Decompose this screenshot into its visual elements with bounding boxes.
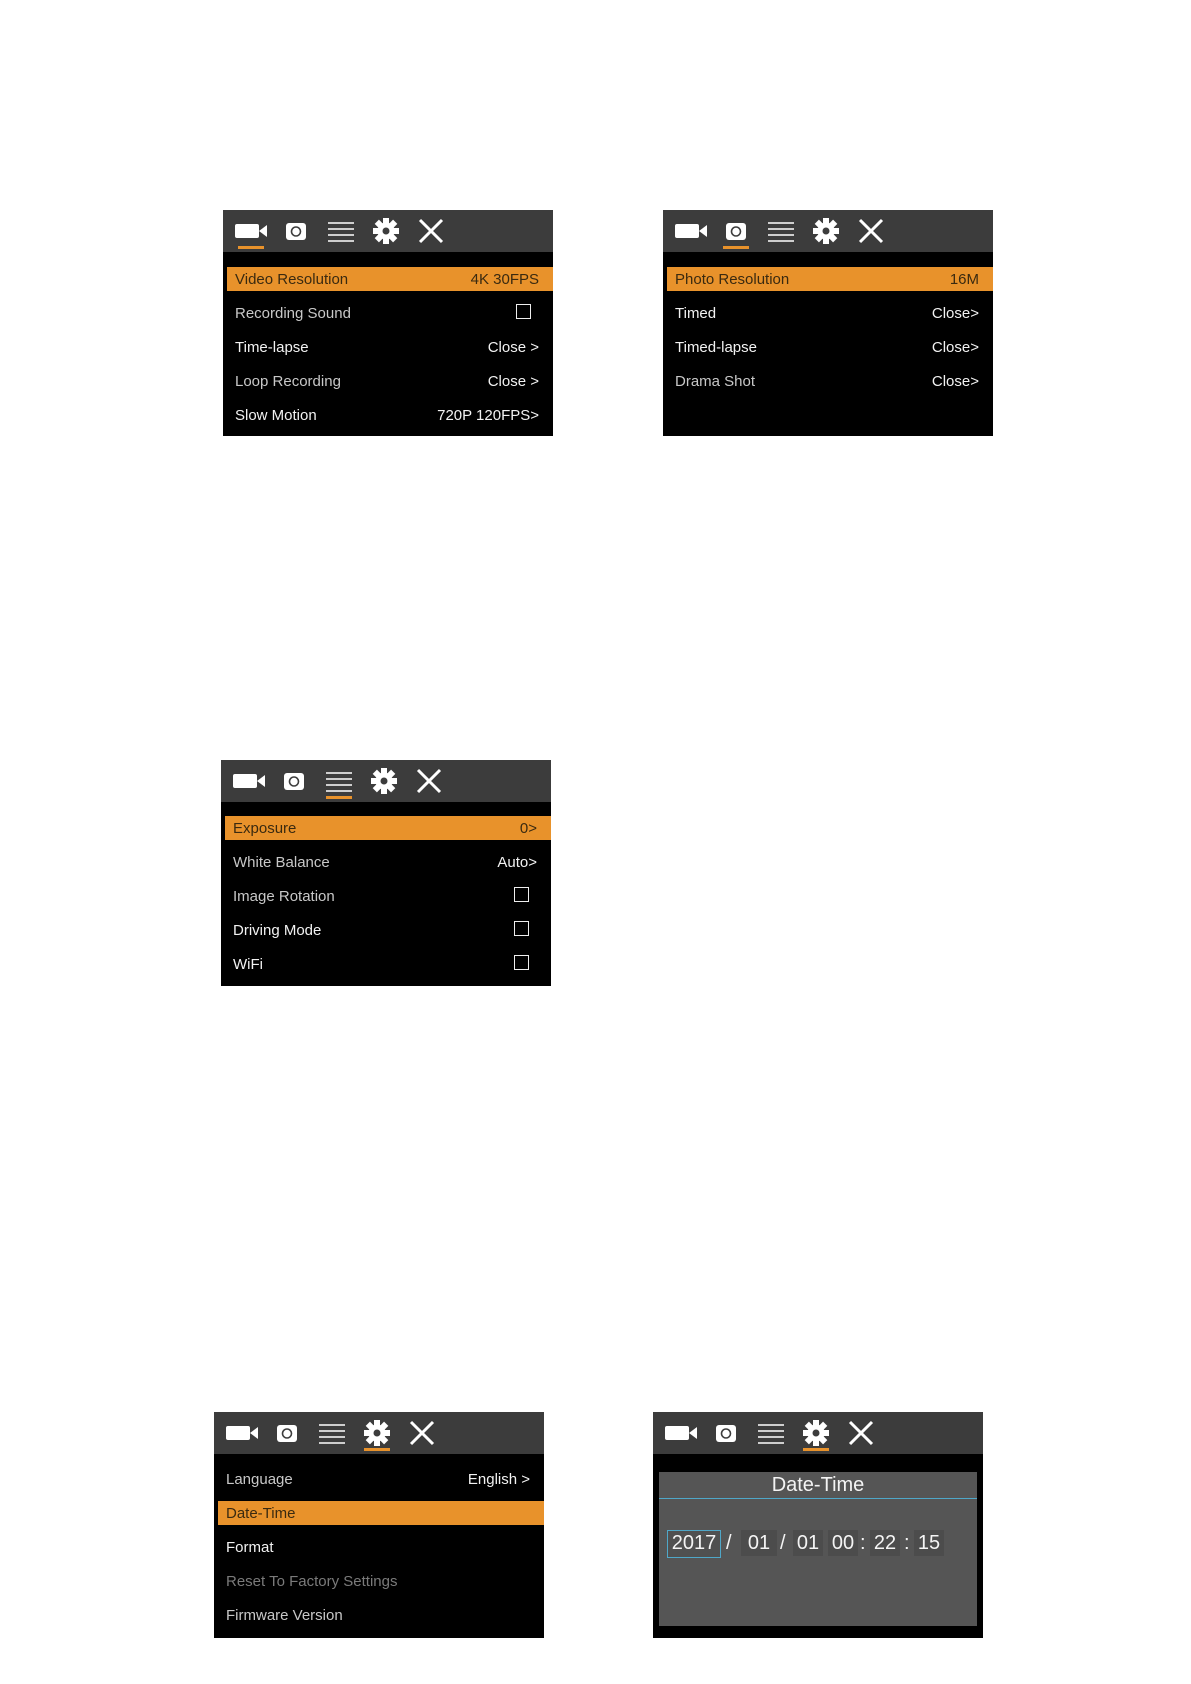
year-field[interactable]: 2017 — [667, 1530, 721, 1558]
top-bar — [663, 210, 993, 252]
title-divider — [659, 1498, 977, 1499]
photo-camera-icon — [283, 771, 305, 791]
menu-list-icon — [318, 1422, 346, 1444]
day-field[interactable]: 01 — [793, 1530, 823, 1556]
video-tab[interactable] — [661, 1412, 701, 1454]
exit-tab[interactable] — [851, 210, 891, 252]
menu-row-format[interactable] — [218, 1535, 544, 1559]
menu-row-slow-motion[interactable] — [227, 403, 553, 427]
menu-settings-screen — [221, 760, 551, 986]
photo-tab[interactable] — [267, 1412, 307, 1454]
row-label: Timed-lapse — [675, 339, 757, 356]
system-settings-screen — [214, 1412, 544, 1638]
video-tab[interactable] — [229, 760, 269, 802]
row-label: Recording Sound — [235, 305, 351, 322]
menu-list-icon — [325, 770, 353, 792]
checkbox[interactable] — [514, 887, 529, 902]
date-time-panel — [659, 1472, 977, 1626]
video-tab[interactable] — [671, 210, 711, 252]
photo-tab[interactable] — [716, 210, 756, 252]
row-label: Date-Time — [226, 1505, 296, 1522]
row-value: 16M — [949, 271, 979, 288]
photo-tab[interactable] — [276, 210, 316, 252]
menu-row-photo-resolution[interactable] — [667, 267, 993, 291]
photo-camera-icon — [276, 1423, 298, 1443]
row-label: WiFi — [233, 956, 263, 973]
menu-row-wifi[interactable] — [225, 952, 551, 976]
row-label: Loop Recording — [235, 373, 341, 390]
photo-tab[interactable] — [706, 1412, 746, 1454]
video-camera-icon — [234, 221, 268, 241]
menu-list-icon — [767, 220, 795, 242]
photo-settings-screen — [663, 210, 993, 436]
menu-tab[interactable] — [751, 1412, 791, 1454]
menu-row-image-rotation[interactable] — [225, 884, 551, 908]
row-label: Exposure — [233, 820, 297, 837]
exit-tab[interactable] — [402, 1412, 442, 1454]
video-tab[interactable] — [222, 1412, 262, 1454]
time-separator: : — [860, 1532, 866, 1554]
video-camera-icon — [664, 1423, 698, 1443]
gear-icon — [371, 768, 397, 794]
exit-tab[interactable] — [409, 760, 449, 802]
row-value: Auto> — [497, 854, 537, 871]
menu-row-firmware-version[interactable] — [218, 1603, 544, 1627]
date-time-title: Date-Time — [771, 1474, 865, 1496]
menu-tab[interactable] — [761, 210, 801, 252]
video-settings-screen — [223, 210, 553, 436]
row-value: Close> — [931, 339, 979, 356]
row-label: White Balance — [233, 854, 330, 871]
menu-row-recording-sound[interactable] — [227, 301, 553, 325]
second-field[interactable]: 15 — [914, 1530, 944, 1556]
row-value: 4K 30FPS — [470, 271, 539, 288]
setup-tab[interactable] — [806, 210, 846, 252]
photo-tab[interactable] — [274, 760, 314, 802]
menu-tab[interactable] — [312, 1412, 352, 1454]
month-field[interactable]: 01 — [741, 1530, 777, 1556]
video-tab[interactable] — [231, 210, 271, 252]
row-label: Photo Resolution — [675, 271, 790, 288]
menu-row-drama-shot[interactable] — [667, 369, 993, 393]
row-value: 720P 120FPS> — [437, 407, 539, 424]
menu-row-reset-factory[interactable] — [218, 1569, 544, 1593]
close-icon — [858, 218, 884, 244]
menu-row-exposure[interactable] — [225, 816, 551, 840]
row-label: Language — [226, 1471, 293, 1488]
menu-row-video-resolution[interactable] — [227, 267, 553, 291]
exit-tab[interactable] — [411, 210, 451, 252]
video-camera-icon — [225, 1423, 259, 1443]
close-icon — [409, 1420, 435, 1446]
checkbox[interactable] — [516, 304, 531, 319]
top-bar — [214, 1412, 544, 1454]
row-label: Slow Motion — [235, 407, 317, 424]
row-label: Drama Shot — [675, 373, 756, 390]
menu-row-timed-lapse[interactable] — [667, 335, 993, 359]
row-label: Time-lapse — [235, 339, 309, 356]
gear-icon — [803, 1420, 829, 1446]
date-time-screen — [653, 1412, 983, 1638]
top-bar — [221, 760, 551, 802]
row-value: Close > — [487, 339, 539, 356]
time-separator: : — [904, 1532, 910, 1554]
date-separator: / — [780, 1532, 786, 1554]
menu-row-timed[interactable] — [667, 301, 993, 325]
photo-camera-icon — [285, 221, 307, 241]
gear-icon — [364, 1420, 390, 1446]
close-icon — [848, 1420, 874, 1446]
row-label: Video Resolution — [235, 271, 349, 288]
row-label: Firmware Version — [226, 1607, 343, 1624]
row-value: Close > — [487, 373, 539, 390]
menu-row-time-lapse[interactable] — [227, 335, 553, 359]
minute-field[interactable]: 22 — [870, 1530, 900, 1556]
date-separator: / — [726, 1532, 732, 1554]
row-label: Reset To Factory Settings — [226, 1573, 398, 1590]
top-bar — [223, 210, 553, 252]
row-value: English > — [467, 1471, 530, 1488]
setup-tab[interactable] — [364, 760, 404, 802]
menu-tab[interactable] — [319, 760, 359, 802]
row-value: 0> — [519, 820, 537, 837]
video-camera-icon — [232, 771, 266, 791]
photo-camera-icon — [715, 1423, 737, 1443]
top-bar — [653, 1412, 983, 1454]
row-label: Driving Mode — [233, 922, 322, 939]
row-value: Close> — [931, 373, 979, 390]
menu-row-loop-recording[interactable] — [227, 369, 553, 393]
menu-row-language[interactable] — [218, 1467, 544, 1491]
gear-icon — [813, 218, 839, 244]
row-label: Format — [226, 1539, 274, 1556]
menu-list-icon — [757, 1422, 785, 1444]
close-icon — [416, 768, 442, 794]
setup-tab[interactable] — [796, 1412, 836, 1454]
menu-tab[interactable] — [321, 210, 361, 252]
menu-row-driving-mode[interactable] — [225, 918, 551, 942]
setup-tab[interactable] — [357, 1412, 397, 1454]
row-value: Close> — [931, 305, 979, 322]
gear-icon — [373, 218, 399, 244]
checkbox[interactable] — [514, 955, 529, 970]
row-label: Image Rotation — [233, 888, 335, 905]
menu-row-white-balance[interactable] — [225, 850, 551, 874]
video-camera-icon — [674, 221, 708, 241]
close-icon — [418, 218, 444, 244]
menu-row-date-time[interactable] — [218, 1501, 544, 1525]
hour-field[interactable]: 00 — [828, 1530, 858, 1556]
row-label: Timed — [675, 305, 717, 322]
exit-tab[interactable] — [841, 1412, 881, 1454]
menu-list-icon — [327, 220, 355, 242]
setup-tab[interactable] — [366, 210, 406, 252]
photo-camera-icon — [725, 221, 747, 241]
checkbox[interactable] — [514, 921, 529, 936]
